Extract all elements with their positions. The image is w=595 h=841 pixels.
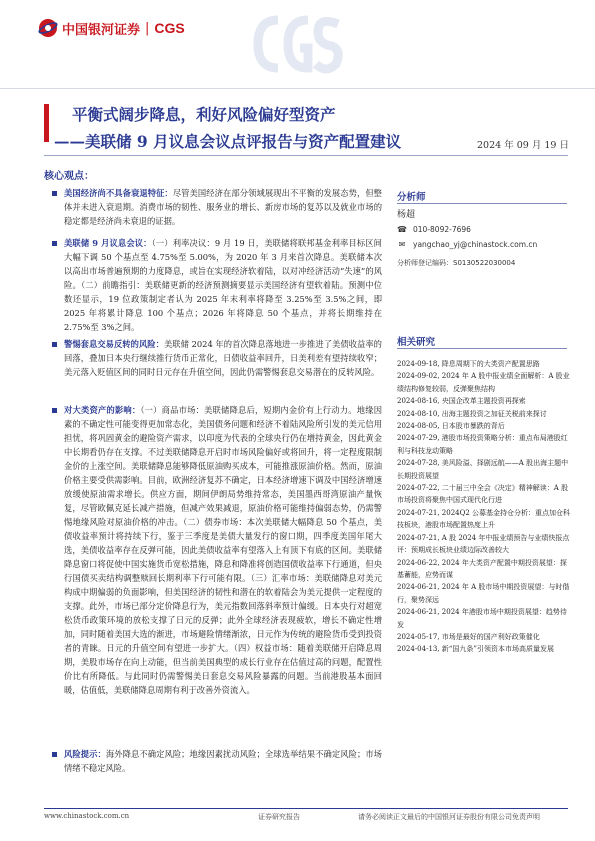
related-section-title: 相关研究 xyxy=(397,337,436,348)
email-icon: ✉ xyxy=(398,240,406,249)
related-item[interactable]: 2024-07-29, 港股市场投资策略分析：重点布局港股红利与科技龙动策略 xyxy=(397,434,568,455)
analyst-email[interactable]: yangchao_yj@chinastock.com.cn xyxy=(413,240,538,249)
related-item[interactable]: 2024-05-17, 市场是最好的国产利好政策催化 xyxy=(397,632,540,641)
footer-disclaimer: 请务必阅读正文最后的中国银河证券股份有限公司免责声明 xyxy=(358,813,540,821)
logo-chinese-text: 中国银河证券 xyxy=(62,22,141,38)
related-item[interactable]: 2024-08-10, 出海主题投资之加征关税前来探讨 xyxy=(397,409,547,418)
related-item[interactable]: 2024-07-28, 美风险溢、择剧远航——A 股出海主题中长期投资展望 xyxy=(397,459,569,480)
analyst-name: 杨超 xyxy=(397,210,416,220)
related-rule xyxy=(397,348,567,349)
core-points-label: 核心观点： xyxy=(44,171,94,182)
section-body: （一）利率决议：9 月 19 日，美联储将联邦基金利率目标区间大幅下调 50 个基点至 4.75%至 5.00%，为 2020 年 3 月来首次降息。美联储本次以高出市场普遍预期的力度降息，或旨在实现经济软着陆，以对冲经济活动“失速”的风险。（二）前瞻指引：美联储更新的经济预测摘要显示美国经济有望软着陆。预测中位数还显示，19 位政策制定者认为 2025 年末利率将降至 3.25%至 3.5%之间，即 2025 年将累计降息 100 个基点；2026 年将降息 50 个基点，并将长期维持在 2.75%至 3%之间。 xyxy=(64,238,382,332)
related-item[interactable]: 2024-06-22, 2024 年大类资产配置中期投资展望：探基蓄能，应势而谋 xyxy=(397,558,567,579)
section-body: 美联储 2024 年的首次降息落地进一步推进了美债收益率的回落，叠加日本央行继续推行货币正常化，日债收益率回升，日美利差有望持续收窄；美元落入贬值区间的同时日元存在升值空间，因此仍需警惕套息交易潜在的反转风险。 xyxy=(64,339,382,377)
header-rule xyxy=(0,88,595,89)
section-carry-trade xyxy=(64,337,382,379)
bullet-icon xyxy=(52,342,57,347)
related-item[interactable]: 2024-09-02, 2024 年 A 股中报业绩全面解析：A 股业绩结构修复较弱，反弹聚焦结构 xyxy=(397,372,570,393)
title-divider xyxy=(44,155,568,156)
logo-english-text: CGS xyxy=(154,20,185,36)
analyst-phone-row xyxy=(397,225,471,234)
section-heading: 风险提示： xyxy=(64,749,106,759)
bullet-icon xyxy=(52,752,57,757)
related-item[interactable]: 2024-07-21, 2024Q2 公募基金持仓分析：重点加仓科技板块，港股市场配置热度上升 xyxy=(397,508,571,530)
logo-separator: | xyxy=(145,20,150,36)
section-heading: 对大类资产的影响： xyxy=(64,405,141,415)
section-body: 尽管美国经济在部分领域展现出不平衡的发展态势，但整体并未进入衰退期。消费市场的韧性、服务业的增长、新房市场的复苏以及就业市场的稳定都是经济尚未衰退的证据。 xyxy=(64,188,382,226)
analyst-rule xyxy=(397,203,567,204)
title-accent-bar xyxy=(44,104,49,142)
related-item[interactable]: 2024-06-21, 2024 年 A 股市场中期投资展望：与时偕行，聚势深远 xyxy=(397,583,570,604)
related-item[interactable]: 2024-08-05, 日本股市暴跌的背后 xyxy=(397,422,505,431)
footer-website[interactable]: www.chinastock.com.cn xyxy=(44,812,130,820)
related-item[interactable]: 2024-08-16, 央国企改革主题投资再探索 xyxy=(397,397,526,406)
section-body: （一）商品市场：美联储降息后，短期内金价有上行动力。地缘因素的不确定性可能变得更加常态化，美国债务问题和经济不着陆风险所引发的美元信用担忧，将巩固黄金的避险资产需求，以印度为代表的全球央行仍在增持黄金，因此黄金中长期看仍存在支撑。不过美联储降息开启时市场风险偏好或将回升，将一定程度限制金价的上涨空间。美联储降息能够降低原油购买成本，可能推涨原油价格。然而，原油价格主要受供需影响。目前，欧洲经济复苏不确定，日本经济增速下调及中国经济增速放缓使原油需求增长。供应方面，期间伊朗局势维持常态，美国墨西哥湾原油产量恢复，尽管欧佩克延长减产措施，但减产效果减退，原油价格可能维持偏弱态势，仍需警惕地缘风险对原油价格的冲击。（二）债券市场：本次美联储大幅降息 50 个基点，美债收益率预计将持续下行，鉴于三季度是美债大量发行的窗口期，四季度美国年尾大选，美债收益率存在反弹可能，因此美债收益率有望落入上有顶下有底的区间。美联储降息窗口将促使中国实施货币宽松措施，降息和降准将创造国债收益率下行通道，但央行国债买卖结构调整赎回长期利率下行可能有限。（三）汇率市场：美联储降息对美元构成中期偏弱的负面影响，但美国经济的韧性和潜在的软着陆会为美元提供一定程度的支撑。此外，市场已部分定价降息行为，美元指数回落斜率预计偏缓。日本央行对超宽松货币政策环境的放松支撑了日元的反弹；此外全球经济表现疲软，增长不确定性增加，同时随着美国大选的渐进，市场避险情绪渐浓，日元作为传统的避险货币受到投资者的青睐。日元的升值空间有望进一步扩大。（四）权益市场：随着美联储开启降息周期，美股市场存在向上动能，但当前美国典型的成长行业存在估值过高的问题，配置性价比有所降低。与此同时仍需警惕美日套息交易风险暴露的问题。当前港股基本面回暖，估值低，美联储降息周期有利于改善外资流入。 xyxy=(64,405,382,695)
related-item[interactable]: 2024-07-21, A 股 2024 年中报业绩预告与业绩快报点评：预期成长板块业绩边际改善较大 xyxy=(397,533,570,555)
analyst-registration: 分析师登记编码：S0130522030004 xyxy=(397,259,516,267)
footer-label: 证券研究报告 xyxy=(258,813,300,821)
section-asset-impact xyxy=(64,403,382,697)
section-heading: 警惕套息交易反转的风险： xyxy=(64,339,164,349)
related-item[interactable]: 2024-09-18, 降息周期下的大类资产配置思路 xyxy=(397,360,540,368)
section-fomc xyxy=(64,236,382,334)
footer-rule xyxy=(44,808,568,809)
section-body: 海外降息不确定风险；地缘因素扰动风险；全球选举结果不确定风险；市场情绪不稳定风险。 xyxy=(64,749,382,773)
cgs-watermark-icon xyxy=(252,8,344,80)
analyst-section-title: 分析师 xyxy=(397,192,426,203)
section-heading: 美国经济尚不具备衰退特征： xyxy=(64,188,173,198)
report-subtitle: ——美联储 9 月议息会议点评报告与资产配置建议 xyxy=(54,132,402,151)
brand-logo xyxy=(38,18,185,38)
report-title: 平衡式阔步降息，利好风险偏好型资产 xyxy=(72,105,336,124)
related-item[interactable]: 2024-06-21, 2024 年港股市场中期投资展望：趋势待发 xyxy=(397,608,567,629)
analyst-phone: 010-8092-7696 xyxy=(413,225,471,234)
section-heading: 美联储 9 月议息会议： xyxy=(64,238,152,248)
related-item[interactable]: 2024-04-13, 新“国九条”引领资本市场高质量发展 xyxy=(397,645,554,654)
bullet-icon xyxy=(52,408,57,413)
section-economy xyxy=(64,186,382,228)
phone-icon: ☎ xyxy=(397,225,407,234)
section-risk xyxy=(64,747,382,775)
bullet-icon xyxy=(52,241,57,246)
analyst-email-row xyxy=(397,240,537,249)
report-date: 2024 年 09 月 19 日 xyxy=(477,140,569,151)
related-item[interactable]: 2024-07-22, 二十届三中全会《决定》精神解读：A 股市场投资将聚焦中国式现代化行进 xyxy=(397,484,569,505)
bullet-icon xyxy=(52,191,57,196)
galaxy-logo-icon xyxy=(38,18,58,38)
related-research-list xyxy=(397,358,571,656)
